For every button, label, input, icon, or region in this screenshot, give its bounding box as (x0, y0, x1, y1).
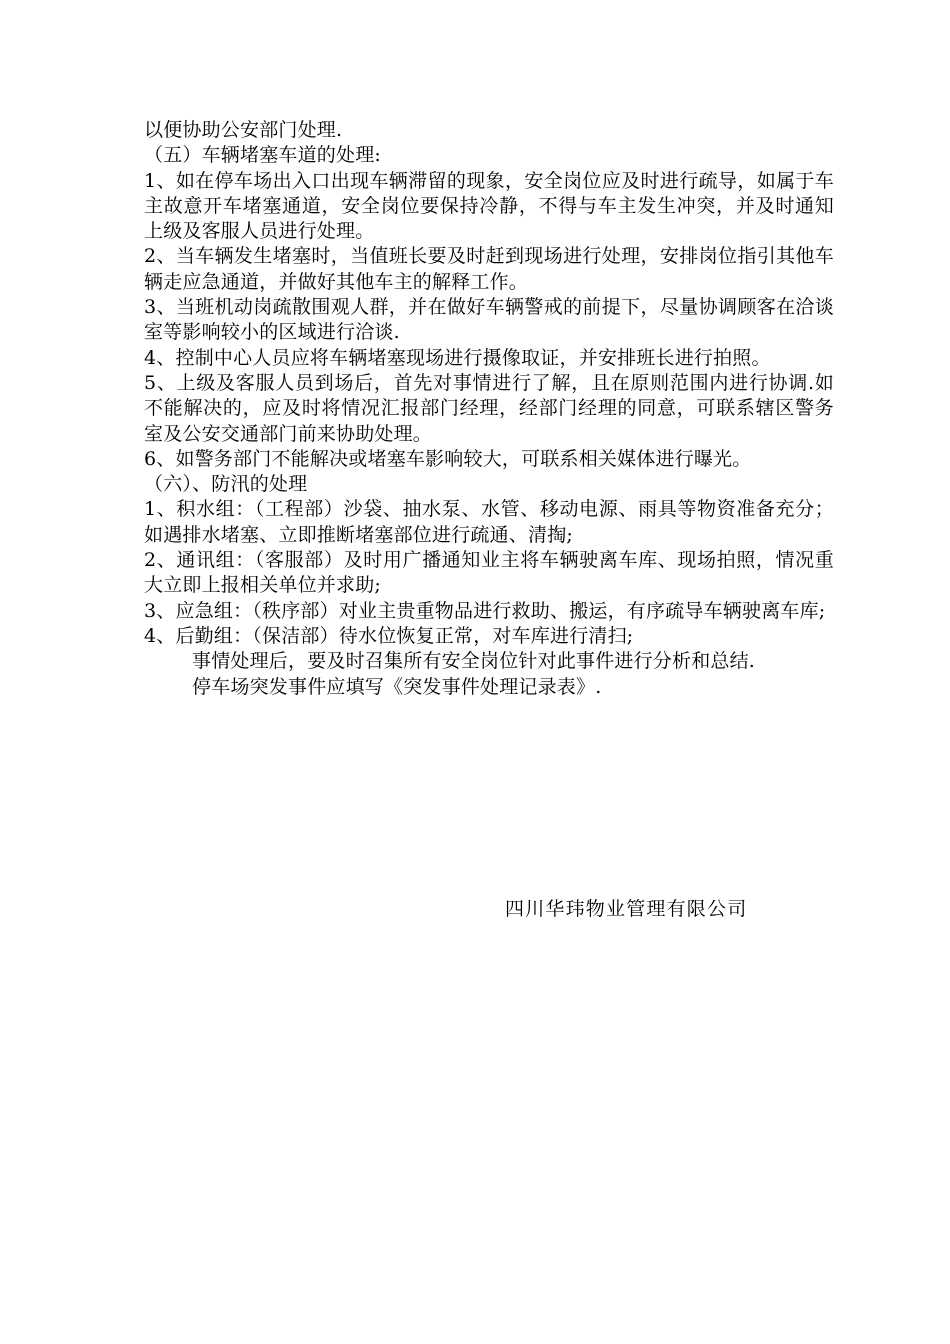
section-heading-five: （五）车辆堵塞车道的处理: (144, 144, 382, 167)
list-item: 5、上级及客服人员到场后，首先对事情进行了解，且在原则范围内进行协调.如不能解决的，应及时将情况汇报部门经理，经部门经理的同意，可联系辖区警务室及公安交通部门前来协助处理。 (144, 371, 834, 445)
list-item: 3、应急组：（秩序部）对业主贵重物品进行救助、搬运，有序疏导车辆驶离车库; (144, 599, 826, 622)
list-item: 4、后勤组：（保洁部）待水位恢复正常，对车库进行清扫; (144, 624, 634, 647)
list-item: 3、当班机动岗疏散围观人群，并在做好车辆警戒的前提下，尽量协调顾客在洽谈室等影响较小的区域进行洽谈. (144, 296, 834, 344)
closing-paragraph: 事情处理后，要及时召集所有安全岗位针对此事件进行分析和总结. (192, 650, 756, 673)
list-item: 2、通讯组：（客服部）及时用广播通知业主将车辆驶离车库、现场拍照，情况重大立即上报相关单位并求助; (144, 549, 834, 597)
list-item: 2、当车辆发生堵塞时，当值班长要及时赶到现场进行处理，安排岗位指引其他车辆走应急通道，并做好其他车主的解释工作。 (144, 245, 834, 293)
document-body (144, 118, 834, 700)
section-heading-six: （六）、防汛的处理 (144, 473, 308, 496)
company-signature: 四川华玮物业管理有限公司 (505, 898, 748, 920)
list-item: 1、如在停车场出入口出现车辆滞留的现象，安全岗位应及时进行疏导，如属于车主故意开车堵塞通道，安全岗位要保持冷静，不得与车主发生冲突，并及时通知上级及客服人员进行处理。 (144, 169, 834, 243)
closing-paragraph: 停车场突发事件应填写《突发事件处理记录表》. (192, 675, 602, 698)
list-item: 1、积水组：（工程部）沙袋、抽水泵、水管、移动电源、雨具等物资准备充分；如遇排水堵塞、立即推断堵塞部位进行疏通、清掏; (144, 498, 834, 546)
paragraph-continuation: 以便协助公安部门处理. (144, 119, 343, 141)
list-item: 6、如警务部门不能解决或堵塞车影响较大，可联系相关媒体进行曝光。 (144, 447, 752, 470)
list-item: 4、控制中心人员应将车辆堵塞现场进行摄像取证，并安排班长进行拍照。 (144, 346, 771, 369)
